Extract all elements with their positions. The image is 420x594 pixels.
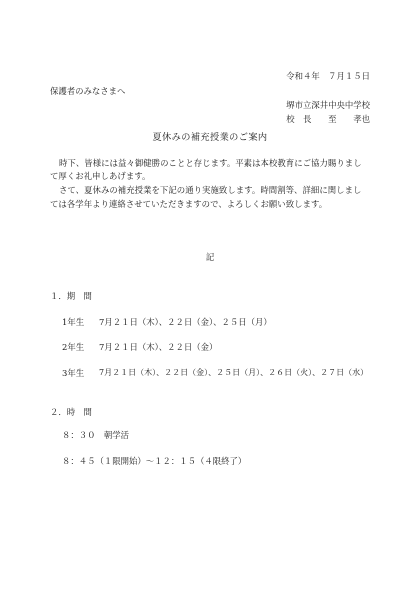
period-grade-3: 3年生 [62, 368, 85, 378]
recipient: 保護者のみなさまへ [50, 86, 126, 96]
period-dates-grade-3: 7月２１日（木）、２２日（金）、２５日（月）、２６日（火）、２７日（水） [99, 368, 369, 377]
body-paragraph-1-line-2: て厚くお礼申しあげます。 [50, 171, 151, 181]
ki-label: 記 [205, 252, 215, 262]
document-title: 夏休みの補充授業のご案内 [152, 132, 268, 143]
body-paragraph-2-line-2: ては各学年より連絡させていただきますので、よろしくお願い致します。 [50, 199, 328, 209]
body-paragraph-2-line-1: さて、夏休みの補充授業を下記の通り実施致します。時間割等、詳細に関しまし [59, 185, 362, 195]
section-time-heading: ２．時 間 [50, 407, 92, 417]
period-dates-grade-2: 7月２１日（木）、２２日（金） [99, 342, 218, 352]
period-grade-1: 1年生 [62, 317, 85, 327]
section-period-heading: １．期 間 [50, 291, 92, 301]
date: 令和４年 ７月１５日 [286, 71, 370, 81]
period-grade-2: 2年生 [62, 342, 85, 352]
sender-principal: 校 長 至 孝也 [286, 114, 370, 124]
body-paragraph-1-line-1: 時下、皆様には益々御健勝のことと存じます。平素は本校教育にご協力賜りまし [59, 158, 362, 168]
time-line-2: ８：４５（１限開始）〜１２：１５（４限終了） [62, 456, 247, 466]
period-dates-grade-1: 7月２１日（木）、２２日（金）、２５日（月） [99, 317, 272, 327]
time-line-1: ８：３０ 朝学活 [62, 430, 129, 440]
sender-school: 堺市立深井中央中学校 [286, 100, 370, 110]
